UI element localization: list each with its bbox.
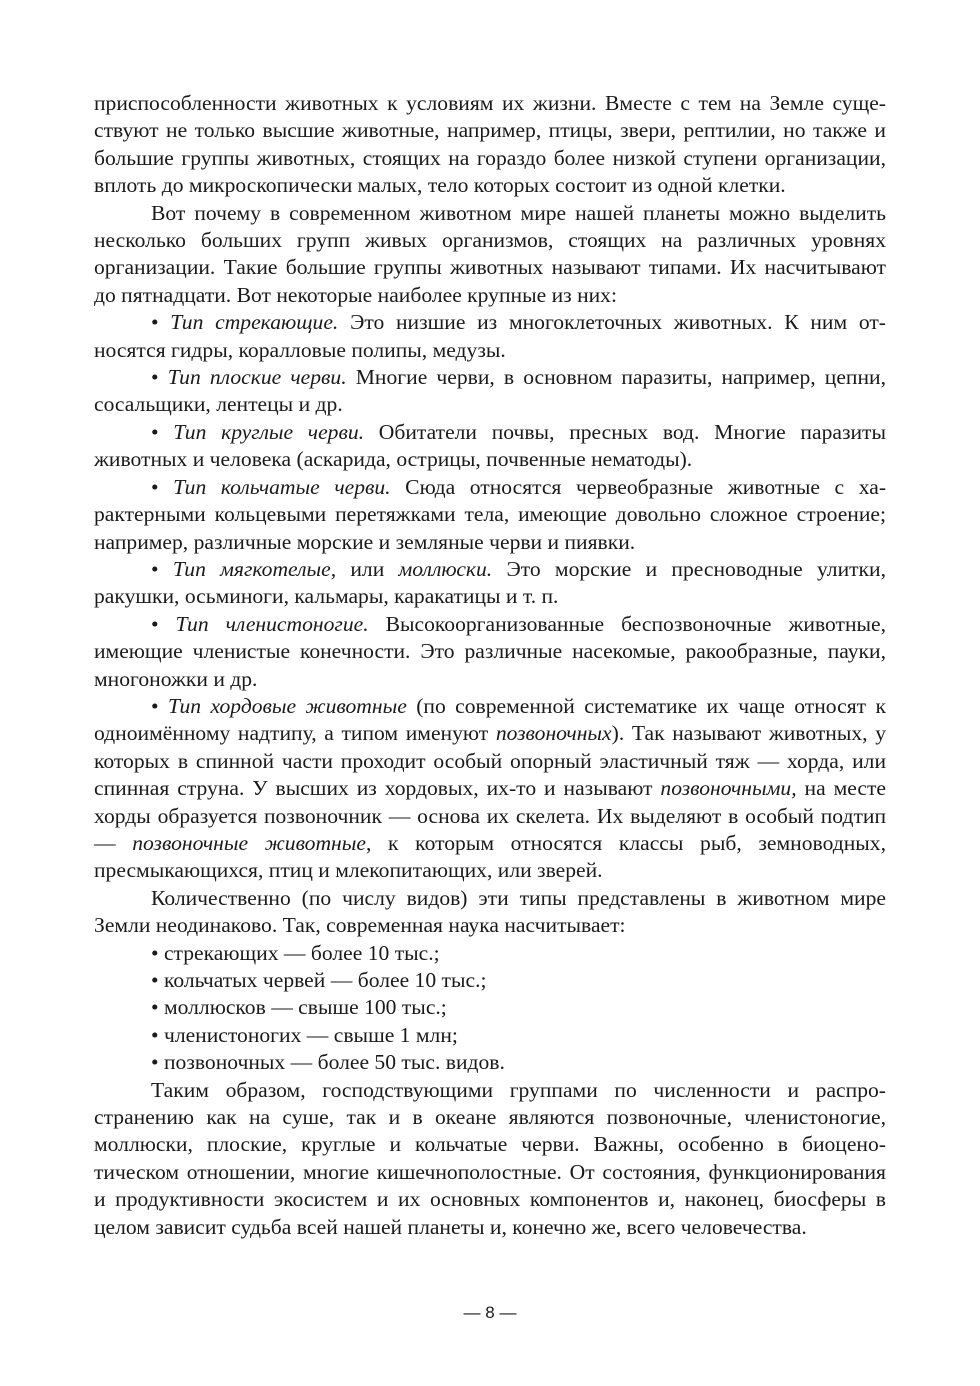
count-item xyxy=(94,994,886,1021)
bullet: • xyxy=(151,693,159,718)
bullet: • xyxy=(151,611,159,636)
type-name-alt: моллюски. xyxy=(398,556,493,581)
bullet: • xyxy=(151,556,159,581)
bullet: • xyxy=(151,365,159,390)
type-item-molluscs xyxy=(94,556,886,611)
type-name: Тип хордовые животные xyxy=(167,693,407,718)
type-description: Это низшие из многоклеточных животных. К ним относятся гидры, коралловые полипы, медузы. xyxy=(94,310,886,362)
type-name: Тип членистоногие. xyxy=(175,611,369,636)
count-text: стрекающих — более 10 тыс.; xyxy=(158,940,440,965)
bullet: • xyxy=(151,310,159,335)
page-number: — 8 — xyxy=(463,1303,517,1322)
count-item xyxy=(94,1049,886,1076)
bullet: • xyxy=(151,995,159,1020)
type-item-cnidarians xyxy=(94,309,886,364)
bullet: • xyxy=(151,940,159,965)
paragraph-continuation: приспособленности животных к условиям их жизни. Вместе с тем на Земле существуют не только высшие животные, например, птицы, звери, рептилии, но также и большие группы животных, стоящих на гораздо более низкой ступени организации, вплоть до микроскопически малых, тело которых состоит из одной клетки. xyxy=(94,91,886,198)
type-description: Многие черви, в основном паразиты, например, цепни, сосальщики, лентецы и др. xyxy=(94,365,886,417)
type-name: Тип круглые черви. xyxy=(173,419,365,444)
type-item-chordates xyxy=(94,693,886,885)
type-description: Это морские и пресноводные улитки, ракушки, осьминоги, кальмары, каракатицы и т. п. xyxy=(94,556,887,609)
italic-term: позвоночные животные xyxy=(132,830,366,855)
text-segment: , к которым относятся классы рыб, земноводных, пресмыкающихся, птиц и млекопитающих, или зверей. xyxy=(94,830,886,883)
type-name: Тип мягкотелые, xyxy=(172,556,337,581)
count-item xyxy=(94,940,886,967)
type-name-joiner: или xyxy=(336,556,399,581)
type-item-roundworms xyxy=(94,419,886,474)
count-text: моллюсков — свыше 100 тыс.; xyxy=(158,995,447,1020)
type-item-flatworms xyxy=(94,364,886,419)
paragraph-conclusion: Таким образом, господствующими группами по численности и распространению как на суше, так и в океане являются позвоночные, членистоногие, моллюски, плоские, круглые и кольчатые черви. Важны, особенно в биоценотическом отношении, многие кишечнополостные. От состояния, функционирования и продуктивности экосистем и их основных компонентов и, наконец, биосферы в целом зависит судьба всей нашей планеты и, конечно же, всего человечества. xyxy=(94,1077,886,1239)
type-item-arthropods xyxy=(94,611,886,693)
type-name: Тип стрекающие. xyxy=(170,310,339,335)
type-description: Обитатели почвы, пресных вод. Многие паразиты животных и человека (аскарида, острицы, почвенные нематоды). xyxy=(94,419,886,472)
italic-term: позвоночных xyxy=(495,721,612,746)
bullet: • xyxy=(151,1022,159,1047)
type-description: Сюда относятся червеобразные животные с характерными кольцевыми перетяжками тела, имеющие довольно сложное строение; например, различные морские и земляные черви и пиявки. xyxy=(94,474,887,554)
bullet: • xyxy=(151,419,159,444)
count-text: кольчатых червей — более 10 тыс.; xyxy=(158,968,487,992)
text-segment: на месте хорды образуется позвоночник — основа их скелета. Их выделяют в особый подтип — xyxy=(94,776,886,855)
text-segment: ). Так называют животных, у которых в спинной части проходит особый опорный эластичный тяж — хорда, или спинная струна. У высших из хордовых, их-то и называют xyxy=(94,721,886,801)
type-description: Высокоорганизованные беспозвоночные животные, имеющие членистые конечности. Это различные насекомые, ракообразные, пауки, многоножки и др. xyxy=(94,611,886,691)
bullet: • xyxy=(151,1050,159,1075)
paragraph-animal-types-intro: Вот почему в современном животном мире нашей планеты можно выделить несколько больших групп живых организмов, стоящих на различных уровнях организации. Такие большие группы животных называют типами. Их насчитывают до пятнадцати. Вот некоторые наиболее крупные из них: xyxy=(94,200,886,307)
text-segment: (по современной систематике их чаще относят к одноимённому надтипу, а типом именуют xyxy=(94,693,886,746)
type-item-annelids xyxy=(94,474,886,556)
count-item xyxy=(94,967,886,994)
count-item xyxy=(94,1022,886,1049)
bullet: • xyxy=(151,474,159,499)
type-name: Тип кольчатые черви. xyxy=(173,474,391,499)
count-text: членистоногих — свыше 1 млн; xyxy=(158,1022,458,1047)
type-name: Тип плоские черви. xyxy=(167,365,347,390)
italic-term: позвоночными, xyxy=(660,776,797,801)
bullet: • xyxy=(151,968,159,992)
body-text xyxy=(94,90,886,1241)
paragraph-species-count-intro: Количественно (по числу видов) эти типы представлены в животном мире Земли неодинаково. Так, современная наука насчитывает: xyxy=(94,885,886,938)
count-text: позвоночных — более 50 тыс. видов. xyxy=(158,1050,505,1075)
